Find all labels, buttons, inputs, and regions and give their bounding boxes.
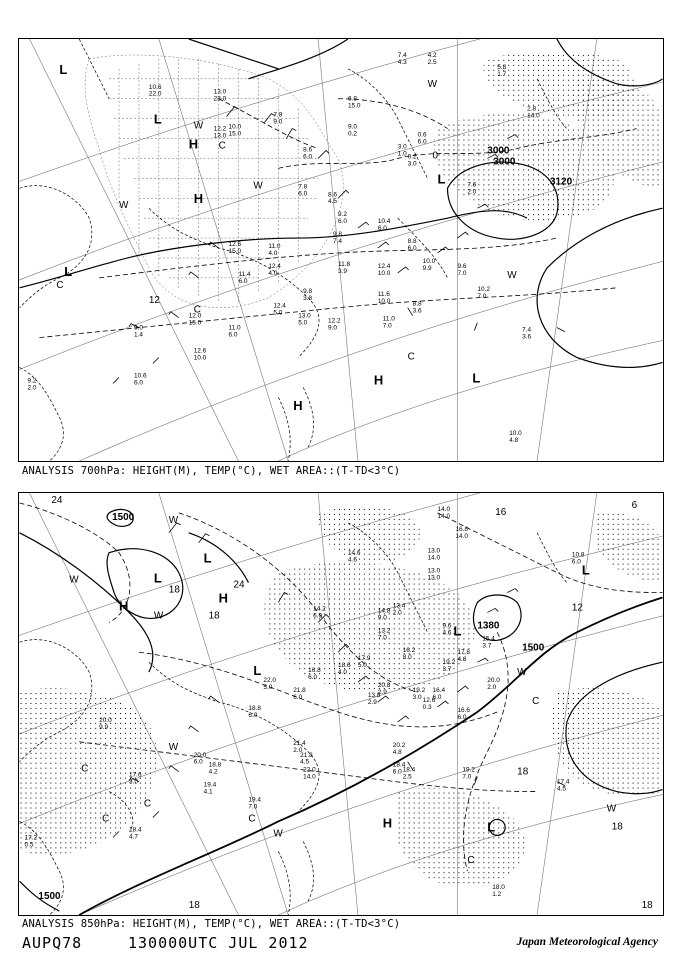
caption-700hpa: ANALYSIS 700hPa: HEIGHT(M), TEMP(°C), WET AREA::(T-TD<3°C)	[22, 465, 401, 477]
station-temperature: 21.4	[293, 739, 306, 747]
station-dewpoint-depression: 3.7	[442, 666, 452, 674]
station-dewpoint-depression: 15.0	[188, 319, 202, 327]
station-dewpoint-depression: 3.7	[482, 642, 492, 650]
height-contour-label: 1500	[522, 642, 545, 654]
low-pressure-marker: L	[153, 111, 162, 127]
station-dewpoint-depression: 10.0	[193, 354, 207, 362]
isotherm-label: 12	[148, 294, 160, 306]
warm-center-marker: W	[69, 574, 79, 586]
station-temperature: 18.4	[129, 826, 142, 834]
station-temperature: 16.8	[308, 667, 321, 675]
station-dewpoint-depression: 4.7	[129, 833, 138, 841]
station-dewpoint-depression: 4.5	[300, 758, 310, 766]
station-temperature: 20.0	[99, 716, 112, 724]
station-dewpoint-depression: 14.0	[303, 773, 316, 781]
station-temperature: 17.2	[24, 834, 38, 842]
station-dewpoint-depression: 6.0	[392, 768, 402, 776]
station-temperature: 9.2	[338, 211, 347, 219]
station-temperature: 11.6	[377, 290, 390, 298]
high-pressure-marker: H	[193, 191, 204, 207]
low-pressure-marker: L	[153, 570, 162, 586]
station-temperature: 13.0	[427, 567, 441, 575]
warm-center-marker: W	[168, 741, 179, 753]
cold-center-marker: C	[102, 813, 110, 825]
height-contour-label: 1380	[477, 620, 500, 632]
station-temperature: 8.8	[412, 300, 422, 308]
station-dewpoint-depression: 22.0	[148, 90, 162, 98]
station-dewpoint-depression: 14.0	[527, 112, 540, 120]
station-temperature: 7.4	[522, 326, 532, 334]
station-temperature: 12.0	[188, 312, 202, 320]
height-contour-label: 3120	[550, 176, 573, 188]
warm-center-marker: W	[119, 200, 129, 212]
station-dewpoint-depression: 1.0	[397, 150, 407, 158]
isotherm-label: 18	[208, 610, 220, 622]
station-temperature: 19.2	[462, 766, 475, 774]
high-pressure-marker: H	[188, 136, 199, 152]
station-dewpoint-depression: 2.0	[27, 384, 37, 392]
low-pressure-marker: L	[253, 663, 262, 679]
station-temperature: 9.6	[457, 262, 467, 270]
station-temperature: 9.6	[442, 622, 452, 630]
low-pressure-marker: L	[581, 562, 590, 578]
height-contour-label: 1500	[38, 891, 61, 903]
station-dewpoint-depression: 2.5	[427, 58, 437, 66]
station-temperature: 8.6	[303, 146, 313, 154]
station-dewpoint-depression: 3.0	[407, 160, 417, 168]
station-dewpoint-depression: 6.0	[457, 713, 467, 721]
station-dewpoint-depression: 3.0	[129, 778, 138, 786]
isotherm-label: 18	[641, 900, 653, 912]
station-temperature: 7.4	[397, 51, 407, 59]
station-temperature: 12.6	[193, 347, 207, 355]
station-temperature: 17.6	[129, 771, 142, 779]
station-dewpoint-depression: 3.9	[338, 267, 347, 275]
station-dewpoint-depression: 9.0	[377, 614, 387, 622]
station-dewpoint-depression: 6.0	[293, 694, 303, 702]
station-temperature: 19.2	[412, 687, 426, 695]
station-dewpoint-depression: 7.0	[382, 322, 392, 330]
cold-center-marker: C	[532, 696, 540, 707]
station-dewpoint-depression: 4.0	[338, 669, 347, 677]
station-dewpoint-depression: 9.9	[99, 723, 109, 731]
station-temperature: 11.8	[338, 260, 351, 268]
station-temperature: 14.8	[377, 607, 391, 615]
station-dewpoint-depression: 4.6	[442, 629, 452, 637]
station-dewpoint-depression: 4.8	[457, 656, 467, 664]
valid-time: 130000UTC JUL 2012	[128, 934, 309, 952]
height-contour-label: 3000	[487, 145, 510, 157]
station-temperature: 11.0	[228, 324, 241, 332]
isotherm-label: 18	[188, 900, 200, 912]
station-dewpoint-depression: 2.9	[377, 689, 387, 697]
station-temperature: 8.6	[328, 191, 338, 199]
map-700hpa-canvas	[19, 39, 663, 461]
high-pressure-marker: H	[382, 815, 393, 831]
high-pressure-marker: H	[119, 598, 129, 614]
station-temperature: 22.0	[303, 766, 316, 774]
station-temperature: 19.4	[203, 781, 217, 789]
station-dewpoint-depression: 7.0	[248, 803, 258, 811]
station-dewpoint-depression: 2.5	[402, 773, 412, 781]
station-temperature: 16.8	[455, 525, 469, 533]
isotherm-label: 18	[611, 821, 623, 833]
warm-center-marker: W	[507, 269, 517, 281]
station-temperature: 21.8	[300, 751, 313, 759]
low-pressure-marker: L	[59, 61, 68, 77]
cold-center-marker: C	[56, 279, 64, 291]
station-temperature: 9.8	[333, 231, 343, 239]
station-temperature: 18.4	[402, 766, 416, 774]
station-temperature: 10.8	[571, 551, 585, 559]
station-dewpoint-depression: 7.0	[477, 292, 487, 300]
cold-center-marker: C	[193, 304, 201, 316]
isotherm-label: 24	[233, 579, 245, 591]
station-dewpoint-depression: 1.4	[133, 331, 143, 339]
station-dewpoint-depression: 6.0	[338, 218, 347, 226]
station-dewpoint-depression: 6.0	[298, 190, 308, 198]
station-temperature: 17.4	[556, 778, 570, 786]
station-temperature: 10.0	[509, 430, 522, 438]
station-temperature: 7.8	[298, 183, 308, 191]
caption-850hpa: ANALYSIS 850hPa: HEIGHT(M), TEMP(°C), WET AREA::(T-TD<3°C)	[22, 918, 401, 930]
agency-name: Japan Meteorological Agency	[516, 936, 658, 948]
station-dewpoint-depression: 1.7	[497, 70, 507, 78]
warm-center-marker: W	[153, 610, 164, 622]
station-temperature: 14.6	[347, 549, 361, 557]
wet-area-dots	[20, 506, 663, 887]
cold-center-marker: C	[143, 798, 152, 810]
warm-center-marker: W	[168, 514, 179, 526]
station-temperature: 16.6	[457, 706, 471, 714]
station-temperature: 9.2	[27, 377, 37, 385]
station-temperature: 10.4	[377, 218, 391, 226]
isotherm-label: 16	[495, 506, 507, 518]
warm-center-marker: W	[427, 78, 437, 90]
station-temperature: 11.4	[238, 270, 251, 278]
station-dewpoint-depression: 15.0	[228, 247, 242, 255]
station-temperature: 12.4	[273, 302, 286, 310]
warm-center-marker: W	[517, 667, 527, 679]
station-dewpoint-depression: 0.2	[347, 130, 357, 138]
station-dewpoint-depression: 4.0	[268, 269, 278, 277]
station-dewpoint-depression: 7.4	[333, 238, 343, 246]
warm-center-marker: W	[193, 120, 204, 132]
station-dewpoint-depression: 6.0	[308, 674, 318, 682]
station-dewpoint-depression: 3.8	[303, 294, 313, 302]
station-dewpoint-depression: 3.6	[412, 307, 422, 315]
low-pressure-marker: L	[64, 263, 73, 279]
station-temperature: 13.0	[427, 547, 441, 555]
station-temperature: 0.6	[417, 131, 427, 139]
station-temperature: 4.2	[427, 51, 437, 59]
station-dewpoint-depression: 4.8	[509, 437, 519, 445]
station-temperature: 13.0	[213, 88, 227, 96]
chart-700hpa	[18, 38, 664, 462]
low-pressure-marker: L	[437, 171, 446, 187]
station-dewpoint-depression: 6.0	[417, 138, 427, 146]
station-temperature: 19.4	[248, 796, 262, 804]
station-dewpoint-depression: 4.5	[556, 785, 566, 793]
station-temperature: 10.0	[228, 123, 242, 131]
station-dewpoint-depression: 4.6	[347, 556, 357, 564]
station-dewpoint-depression: 10.0	[377, 297, 391, 305]
high-pressure-marker: H	[293, 398, 303, 414]
station-dewpoint-depression: 10.0	[377, 269, 391, 277]
station-temperature: 10.6	[133, 372, 147, 380]
high-pressure-marker: H	[373, 372, 384, 388]
station-temperature: 15.4	[482, 635, 495, 643]
station-temperature: 7.6	[467, 181, 477, 189]
station-dewpoint-depression: 6.0	[303, 153, 313, 161]
station-temperature: 5.8	[497, 63, 507, 71]
station-temperature: 2.8	[527, 105, 537, 113]
station-temperature: 22.0	[263, 677, 276, 685]
station-temperature: 17.8	[457, 649, 471, 657]
station-dewpoint-depression: 14.0	[455, 532, 469, 540]
station-temperature: 12.4	[377, 262, 391, 270]
station-dewpoint-depression: 15.0	[347, 102, 361, 110]
station-temperature: 21.8	[293, 687, 306, 695]
station-dewpoint-depression: 4.3	[397, 58, 407, 66]
station-temperature: 9.0	[347, 123, 357, 131]
station-temperature: 13.8	[367, 692, 381, 700]
station-dewpoint-depression: 6.0	[432, 694, 442, 702]
station-dewpoint-depression: 13.0	[213, 132, 227, 140]
station-dewpoint-depression: 2.0	[293, 746, 303, 754]
cold-center-marker: C	[81, 763, 89, 775]
station-dewpoint-depression: 9.0	[273, 118, 283, 126]
station-temperature: 10.0	[422, 257, 436, 265]
station-temperature: 14.2	[313, 605, 326, 613]
station-temperature: 18.4	[392, 761, 406, 769]
station-temperature: 14.0	[437, 505, 451, 513]
station-dewpoint-depression: 2.9	[367, 699, 377, 706]
station-temperature: 12.2	[213, 125, 227, 133]
station-dewpoint-depression: 6.0	[193, 758, 203, 766]
height-contour-label: 1500	[112, 511, 135, 523]
station-temperature: 0.2	[407, 153, 417, 161]
station-temperature: 18.8	[248, 704, 262, 712]
station-dewpoint-depression: 4.8	[392, 748, 402, 756]
station-dewpoint-depression: 0.3	[422, 703, 432, 711]
station-temperature: 7.8	[273, 111, 283, 119]
station-dewpoint-depression: 5.0	[263, 684, 273, 692]
station-dewpoint-depression: 8.0	[402, 654, 412, 662]
station-temperature: 20.0	[487, 677, 500, 685]
station-temperature: 16.2	[402, 647, 416, 655]
station-dewpoint-depression: 4.0	[268, 249, 278, 257]
station-dewpoint-depression: 15.0	[228, 130, 242, 138]
station-dewpoint-depression: 7.0	[462, 773, 472, 781]
station-dewpoint-depression: 5.0	[273, 309, 283, 317]
station-temperature: 16.4	[432, 687, 446, 695]
low-pressure-marker: L	[453, 623, 462, 639]
station-temperature: 13.0	[298, 312, 311, 320]
cold-center-marker: C	[248, 813, 256, 825]
station-dewpoint-depression: 6.0	[571, 558, 581, 566]
station-dewpoint-depression: 6.0	[133, 379, 143, 387]
station-temperature: 12.4	[268, 262, 281, 270]
station-temperature: 13.4	[392, 602, 406, 610]
station-temperature: 12.6	[422, 697, 436, 705]
station-temperature: 12.2	[328, 317, 341, 325]
isotherm-label: 24	[51, 494, 63, 506]
station-temperature: 18.8	[208, 761, 222, 769]
station-temperature: 9.0	[133, 324, 143, 332]
station-temperature: 19.2	[442, 659, 456, 667]
station-temperature: 20.2	[392, 741, 406, 749]
station-dewpoint-depression: 2.0	[467, 188, 477, 196]
low-pressure-marker: L	[487, 819, 496, 835]
isotherm-label: 18	[168, 584, 180, 596]
station-dewpoint-depression: 6.0	[313, 612, 323, 620]
map-850hpa-canvas	[19, 493, 663, 915]
station-dewpoint-depression: 7.0	[377, 634, 387, 642]
cold-center-marker: C	[407, 351, 415, 363]
station-temperature: 8.8	[407, 238, 417, 246]
station-dewpoint-depression: 3.6	[522, 333, 532, 341]
station-dewpoint-depression: 3.0	[412, 694, 422, 702]
station-temperature: 13.2	[377, 627, 391, 635]
chart-code: AUPQ78	[22, 934, 83, 952]
station-dewpoint-depression: 5.0	[298, 319, 308, 327]
isotherm-label: 18	[517, 766, 529, 778]
station-temperature: 3.0	[397, 143, 407, 151]
station-dewpoint-depression: 14.0	[437, 512, 451, 520]
station-dewpoint-depression: 6.0	[248, 711, 258, 719]
station-dewpoint-depression: 6.0	[228, 331, 238, 339]
station-dewpoint-depression: 6.0	[407, 245, 417, 253]
station-dewpoint-depression: 2.0	[487, 684, 497, 692]
high-pressure-marker: H	[218, 590, 228, 606]
warm-center-marker: W	[606, 803, 617, 815]
isotherm-label: 0	[432, 150, 439, 162]
isotherm-label: 6	[631, 499, 638, 511]
station-temperature: 11.0	[382, 315, 395, 323]
station-temperature: 6.8	[347, 95, 357, 103]
station-dewpoint-depression: 23.0	[213, 95, 227, 103]
station-dewpoint-depression: 0.5	[24, 841, 34, 849]
station-dewpoint-depression: 6.0	[377, 225, 387, 233]
station-temperature: 17.9	[357, 655, 371, 663]
station-temperature: 20.0	[193, 751, 207, 759]
station-temperature: 20.8	[377, 682, 391, 690]
station-temperature: 12.6	[228, 241, 242, 249]
station-temperature: 18.6	[338, 662, 351, 670]
station-dewpoint-depression: 4.5	[328, 198, 338, 206]
isotherm-label: 12	[571, 602, 583, 614]
station-temperature: 9.8	[303, 287, 313, 295]
station-dewpoint-depression: 2.0	[392, 609, 402, 617]
station-dewpoint-depression: 4.1	[203, 788, 213, 796]
cold-center-marker: C	[467, 855, 475, 867]
station-dewpoint-depression: 9.9	[422, 264, 432, 272]
station-temperature: 10.2	[477, 285, 490, 293]
station-dewpoint-depression: 13.0	[427, 574, 441, 582]
cold-center-marker: C	[218, 140, 226, 152]
station-dewpoint-depression: 9.0	[328, 324, 338, 332]
station-temperature: 18.0	[492, 884, 505, 892]
station-dewpoint-depression: 14.0	[427, 554, 441, 562]
station-temperature: 11.0	[268, 243, 281, 251]
station-dewpoint-depression: 1.2	[492, 891, 502, 899]
station-dewpoint-depression: 7.0	[457, 269, 467, 277]
warm-center-marker: W	[253, 180, 263, 192]
station-dewpoint-depression: 6.0	[238, 277, 248, 285]
chart-850hpa	[18, 492, 664, 916]
height-contour-label: 3000	[493, 156, 516, 168]
station-dewpoint-depression: 4.2	[208, 768, 218, 776]
station-dewpoint-depression: 5.0	[357, 662, 367, 670]
low-pressure-marker: L	[472, 370, 481, 386]
warm-center-marker: W	[273, 828, 283, 840]
low-pressure-marker: L	[203, 550, 212, 566]
station-temperature: 10.6	[148, 83, 162, 91]
